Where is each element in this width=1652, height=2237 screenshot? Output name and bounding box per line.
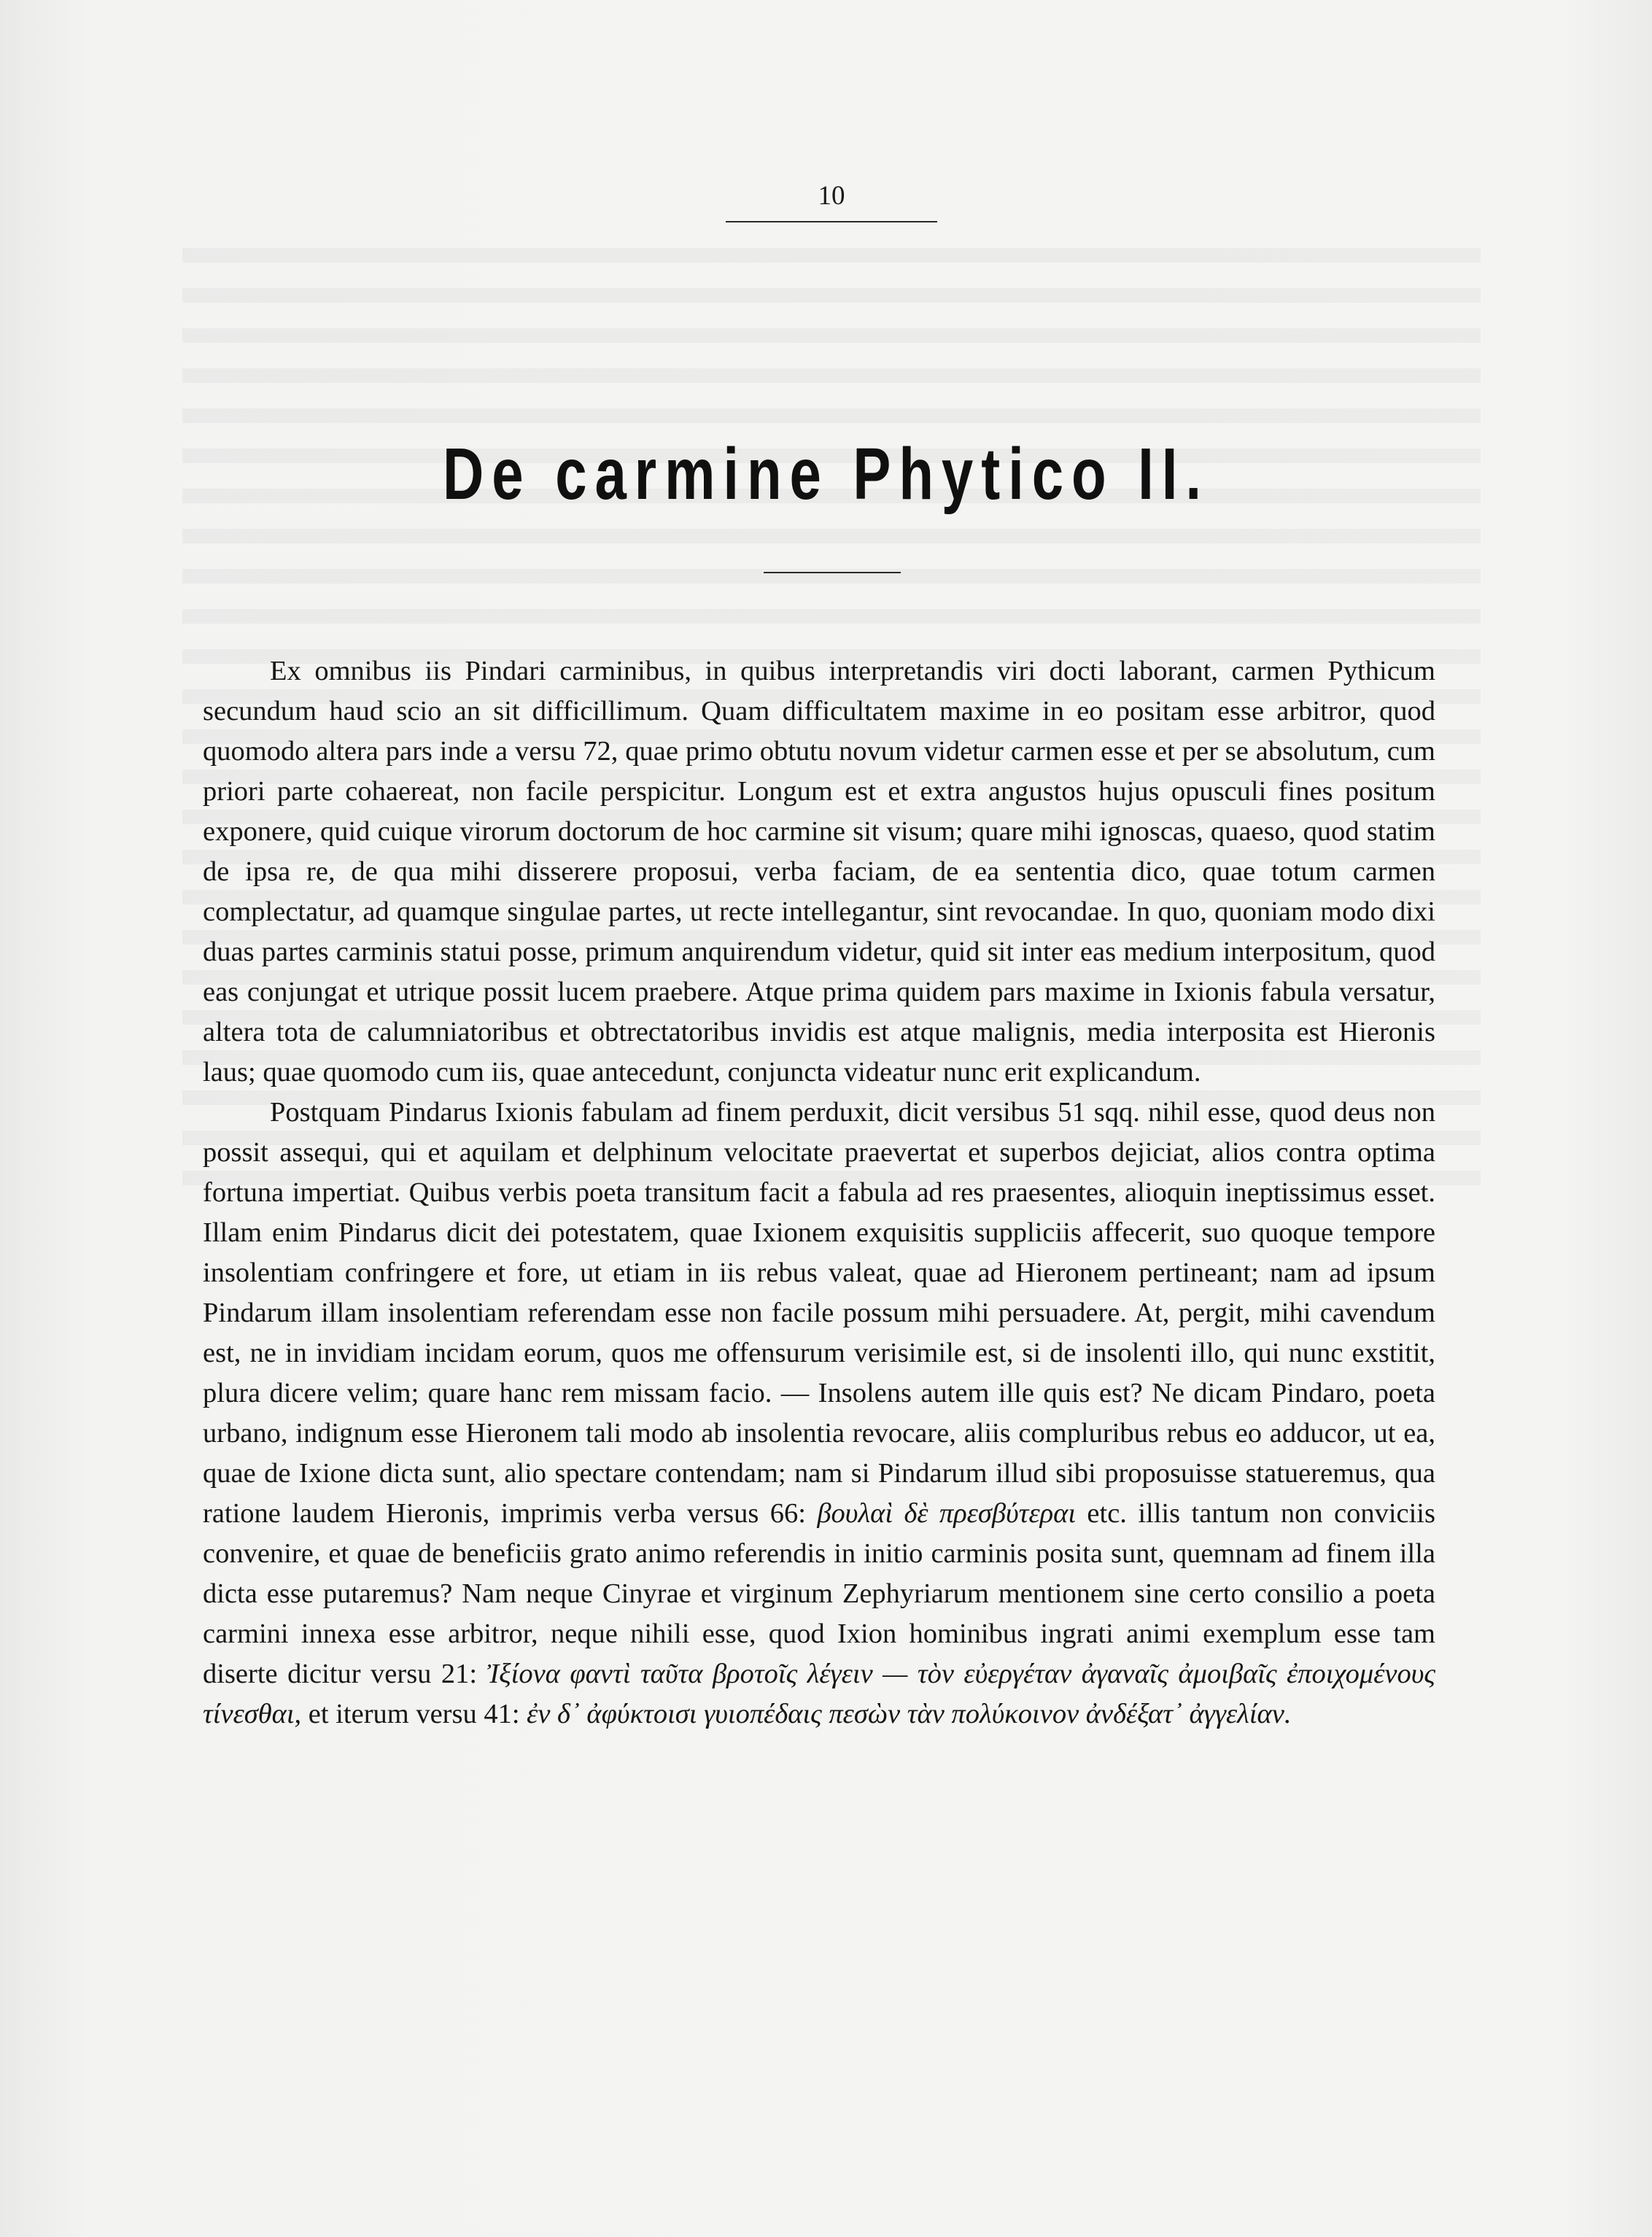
paragraph-1	[203, 651, 1435, 1093]
page-number: 10	[818, 181, 845, 211]
greek-quotation: ἐν δ᾽ ἀφύκτοισι γυιοπέδαις πεσὼν τὰν πολύκοινον ἀνδέξατ᾽ ἀγγελίαν.	[527, 1699, 1292, 1729]
page-number-rule	[726, 221, 937, 222]
latin-text: Ex omnibus iis Pindari carminibus, in quibus interpretandis viri docti laborant, carmen Pythicum secundum haud scio an sit difficillimum. Quam difficultatem maxime in eo positam esse arbitror, quod quomodo altera pars inde a versu 72, quae primo obtutu novum videtur carmen esse et per se absolutum, cum priori parte cohaereat, non facile perspicitur. Longum est et extra angustos hujus opusculi fines positum exponere, quid cuique virorum doctorum de hoc carmine sit visum; quare mihi ignoscas, quaeso, quod statim de ipsa re, de qua mihi disserere proposui, verba faciam, de ea sententia dico, quae totum carmen complectatur, ad quamque singulae partes, ut recte intellegantur, sint revocandae. In quo, quoniam modo dixi duas partes carminis statui posse, primum anquirendum videtur, quid sit inter eas medium interpositum, quod eas conjungat et utrique possit lucem praebere. Atque prima quidem pars maxime in Ixionis fabula versatur, altera tota de calumniatoribus et obtrectatoribus invidis est atque malignis, media interposita est Hieronis laus; quae quomodo cum iis, quae antecedunt, conjuncta videatur nunc erit explicandum.	[203, 656, 1435, 1088]
title-rule	[764, 572, 901, 573]
paragraph-2	[203, 1093, 1435, 1734]
page-title: De carmine Phytico II.	[443, 433, 1209, 515]
greek-quotation: βουλαὶ δὲ πρεσβύτεραι	[817, 1498, 1077, 1529]
latin-text: et iterum versu 41:	[301, 1699, 527, 1729]
latin-text: Postquam Pindarus Ixionis fabulam ad finem perduxit, dicit versibus 51 sqq. nihil esse, quod deus non possit assequi, qui et aquilam et delphinum velocitate praevertat et superbos dejiciat, alios contra optima fortuna impertiat. Quibus verbis poeta transitum facit a fabula ad res praesentes, alioquin ineptissimus esset. Illam enim Pindarus dicit dei potestatem, quae Ixionem exquisitis suppliciis affecerit, suo quoque tempore insolentiam confringere et fore, ut etiam in iis rebus valeat, quae ad Hieronem pertineant; nam ad ipsum Pindarum illam insolentiam referendam esse non facile possum mihi persuadere. At, pergit, mihi cavendum est, ne in invidiam incidam eorum, quos me offensurum verisimile est, si de insolenti illo, qui nunc exstitit, plura dicere velim; quare hanc rem missam facio. — Insolens autem ille quis est? Ne dicam Pindaro, poeta urbano, indignum esse Hieronem tali modo ab insolentia revocare, aliis compluribus rebus eo adducor, ut ea, quae de Ixione dicta sunt, alio spectare contendam; nam si Pindarum illud sibi proposuisse statueremus, qua ratione laudem Hieronis, imprimis verba versus 66:	[203, 1097, 1435, 1529]
latin-text: etc. illis tantum non conviciis convenire, et quae de beneficiis grato animo referendis in initio carminis posita sunt, quemnam ad finem illa dicta esse putaremus? Nam neque Cinyrae et virginum Zephyriarum mentionem sine certo consilio a poeta carmini innexa esse arbitror, neque nihili esse, quod Ixion hominibus ingrati animi exemplum esse tam diserte dicitur versu 21:	[203, 1498, 1435, 1689]
greek-quotation: Ἰξίονα φαντὶ ταῦτα βροτοῖς λέγειν — τὸν εὐεργέταν ἀγαναῖς ἀμοιβαῖς ἐποιχομένους τίνεσθαι,	[203, 1659, 1435, 1729]
body-text	[203, 651, 1435, 1734]
